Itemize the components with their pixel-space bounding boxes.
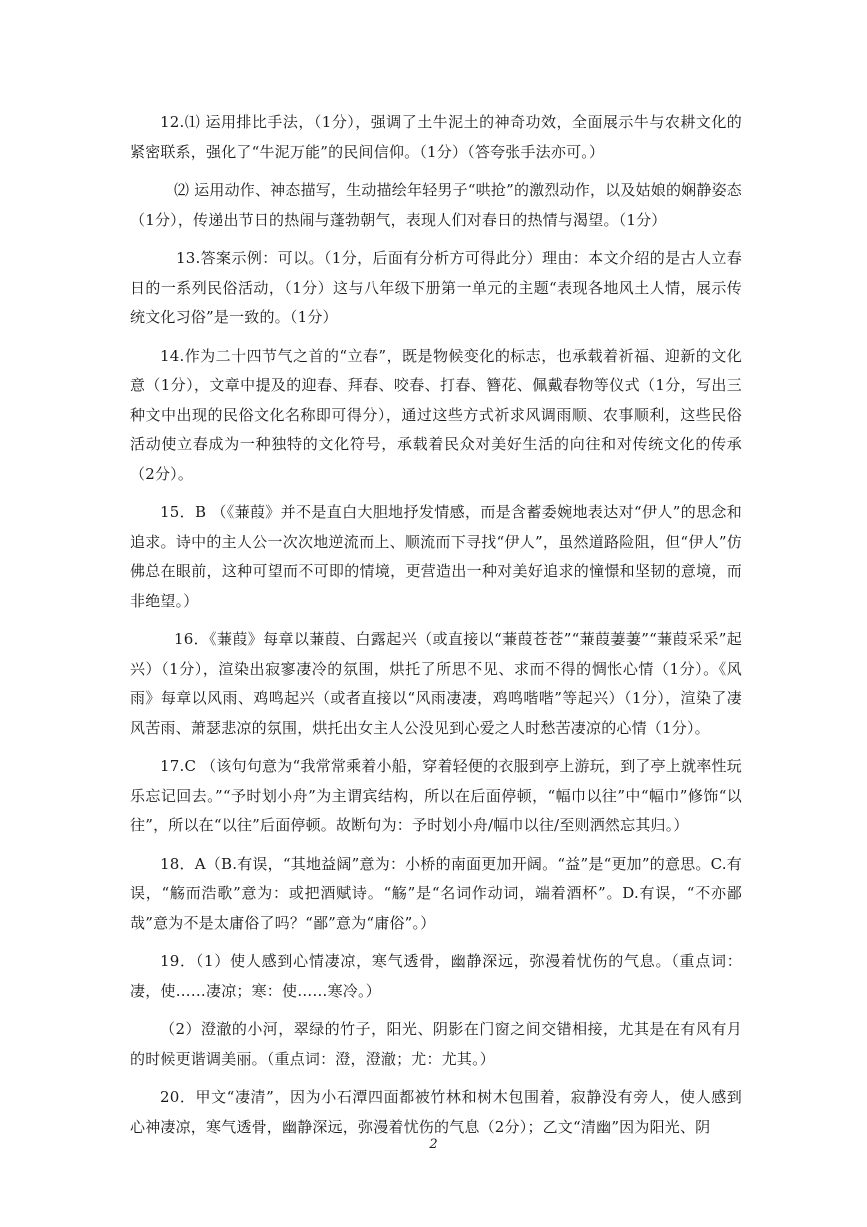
answer-20: 20．甲文“凄清”，因为小石潭四面都被竹林和树木包围着，寂静没有旁人，使人感到心神凄凉，寒气透骨，幽静深远，弥漫着忧伤的气息（2分）；乙文“清幽”因为阳光、阴 bbox=[130, 1088, 742, 1136]
answer-text-body bbox=[130, 108, 742, 1151]
answer-12-part-2: ⑵ 运用动作、神态描写，生动描绘年轻男子“哄抢”的激烈动作，以及姑娘的娴静姿态（1分），传递出节日的热闹与蓬勃朝气，表现人们对春日的热情与渴望。（1分） bbox=[130, 181, 742, 229]
answer-13: 13.答案示例：可以。（1分，后面有分析方可得此分）理由：本文介绍的是古人立春日的一系列民俗活动，（1分）这与八年级下册第一单元的主题“表现各地风土人情，展示传统文化习俗”是一致的。（1分） bbox=[130, 249, 742, 326]
answer-17: 17.C （该句句意为“我常常乘着小船，穿着轻便的衣服到亭上游玩，到了亭上就率性玩乐忘记回去。”“予时划小舟”为主谓宾结构，所以在后面停顿，“幅巾以往”中“幅巾”修饰“以往”，所以在“以往”后面停顿。故断句为：予时划小舟/幅巾以往/至则洒然忘其归。） bbox=[130, 757, 742, 834]
page-number: 2 bbox=[429, 1137, 438, 1152]
answer-19-part-2: （2）澄澈的小河，翠绿的竹子，阳光、阴影在门窗之间交错相接，尤其是在有风有月的时候更谐调美丽。（重点词：澄，澄澈；尤：尤其。） bbox=[130, 1020, 742, 1068]
answer-15: 15．B （《蒹葭》并不是直白大胆地抒发情感，而是含蓄委婉地表达对“伊人”的思念和追求。诗中的主人公一次次地逆流而上、顺流而下寻找“伊人”，虽然道路险阻，但“伊人”仿佛总在眼前，这种可望而不可即的情境，更营造出一种对美好追求的憧憬和坚韧的意境，而非绝望。） bbox=[130, 503, 742, 610]
answer-14: 14.作为二十四节气之首的“立春”，既是物候变化的标志，也承载着祈福、迎新的文化意（1分），文章中提及的迎春、拜春、咬春、打春、簪花、佩戴春物等仪式（1分，写出三种文中出现的民俗文化名称即可得分），通过这些方式祈求风调雨顺、农事顺利，这些民俗活动使立春成为一种独特的文化符号，承载着民众对美好生活的向往和对传统文化的传承（2分）。 bbox=[130, 346, 742, 483]
answer-12-part-1: 12.⑴ 运用排比手法，（1分），强调了土牛泥土的神奇功效，全面展示牛与农耕文化的紧密联系，强化了“牛泥万能”的民间信仰。（1分）（答夸张手法亦可。） bbox=[130, 113, 742, 161]
answer-18: 18．A（B.有误，“其地益阔”意为：小桥的南面更加开阔。“益”是“更加”的意思。C.有误，“觞而浩歌”意为：或把酒赋诗。“觞”是“名词作动词，端着酒杯”。D.有误，“不亦鄙哉”意为不是太庸俗了吗？“鄙”意为“庸俗”。） bbox=[130, 854, 742, 932]
answer-16: 16．《蒹葭》每章以蒹葭、白露起兴（或直接以“蒹葭苍苍”“蒹葭萋萋”“蒹葭采采”起兴）（1分），渲染出寂寥凄冷的氛围，烘托了所思不见、求而不得的惆怅心情（1分）。《风雨》每章以风雨、鸡鸣起兴（或者直接以“风雨凄凄，鸡鸣喈喈”等起兴）（1分），渲染了凄风苦雨、萧瑟悲凉的氛围，烘托出女主人公没见到心爱之人时愁苦凄凉的心情（1分）。 bbox=[130, 630, 742, 737]
answer-19-part-1: 19．（1）使人感到心情凄凉，寒气透骨，幽静深远，弥漫着忧伤的气息。（重点词：凄，使……凄凉；寒：使……寒冷。） bbox=[130, 952, 742, 1000]
